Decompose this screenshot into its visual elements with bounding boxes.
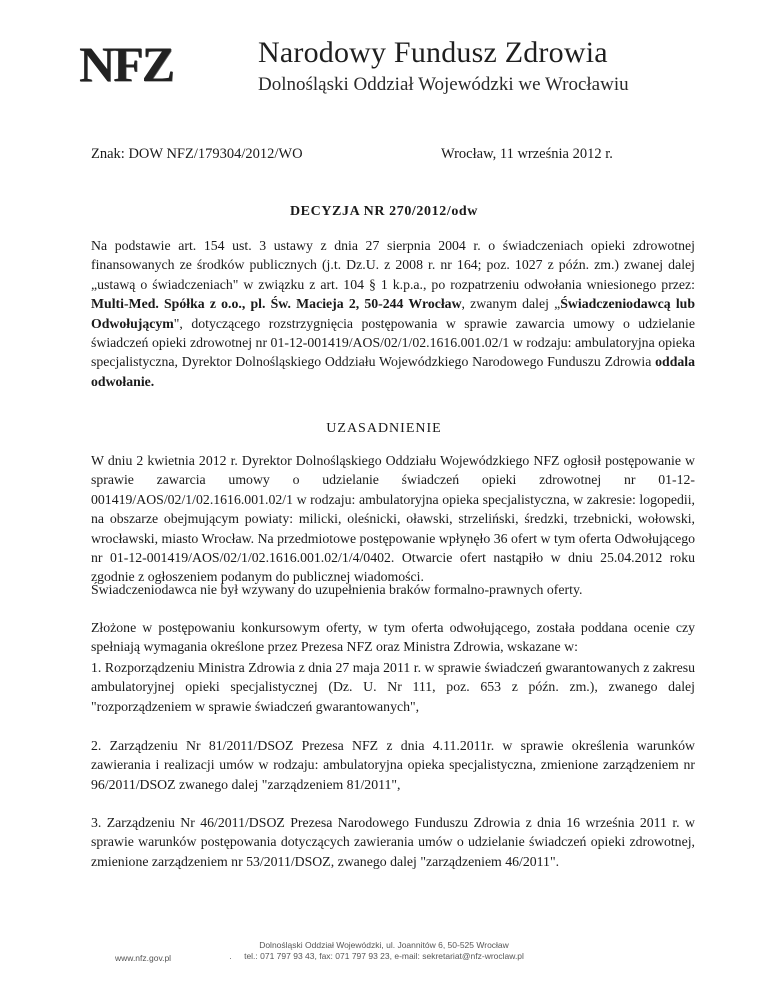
justification-paragraph-3: Złożone w postępowaniu konkursowym oferty, w tym oferta odwołującego, została poddana ocenie czy spełniają wymagania określone przez Prezesa NFZ oraz Ministra Zdrowia, wskazane w: [91, 620, 695, 655]
justification-paragraph-1: W dniu 2 kwietnia 2012 r. Dyrektor Dolnośląskiego Oddziału Wojewódzkiego NFZ ogłosił postępowanie w sprawie zawarcia umowy o udzielanie świadczeń opieki zdrowotnej nr 01-12-001419/AOS/02/1/02.1616.001.02/1 w rodzaju: ambulatoryjna opieka specjalistyczna, w zakresie: logopedii, na obszarze obejmującym powiaty: milicki, oleśnicki, oławski, strzeliński, średzki, trzebnicki, wołowski, wrocławski, miasto Wrocław. Na przedmiotowe postępowanie wpłynęło 36 ofert w tym oferta Odwołującego nr 01-12-001419/AOS/02/1/02.1616.001.02/1/4/0402. Otwarcie ofert nastąpiło w dniu 25.04.2012 roku zgodnie z ogłoszeniem podanym do publicznej wiadomości. [91, 453, 695, 585]
place-date: Wrocław, 11 września 2012 r. [441, 146, 613, 162]
justification-heading: UZASADNIENIE [326, 421, 442, 436]
footer-address-line-1: Dolnośląski Oddział Wojewódzki, ul. Joannitów 6, 50-525 Wrocław [259, 940, 509, 950]
appellant-name: Multi-Med. Spółka z o.o., pl. Św. Macieja 2, 50-244 Wrocław [91, 296, 462, 312]
decision-body [91, 236, 695, 391]
decision-intro-3: ", dotyczącego rozstrzygnięcia postępowania w sprawie zawarcia umowy o udzielanie świadczeń opieki zdrowotnej nr 01-12-001419/AOS/02/1/02.1616.001.02/1 w rodzaju: ambulatoryjna opieka specjalistyczna, Dyrektor Dolnośląskiego Oddziału Wojewódzkiego Narodowego Funduszu Zdrowia [91, 315, 695, 370]
regulation-item-2: 2. Zarządzeniu Nr 81/2011/DSOZ Prezesa NFZ z dnia 4.11.2011r. w sprawie określenia warunków zawierania i realizacji umów w rodzaju: ambulatoryjna opieka specjalistyczna, zmienione zarządzeniem nr 96/2011/DSOZ zwanego dalej "zarządzeniem 81/2011", [91, 738, 695, 792]
appellant-alias: Świadczeniodawcą lub Odwołującym [91, 296, 695, 331]
footer-separator: · [229, 953, 232, 963]
footer-address-line-2: tel.: 071 797 93 43, fax: 071 797 93 23, e-mail: sekretariat@nfz-wroclaw.pl [244, 951, 524, 961]
organization-branch: Dolnośląski Oddział Wojewódzki we Wrocławiu [258, 74, 629, 95]
decision-intro-1: Na podstawie art. 154 ust. 3 ustawy z dnia 27 sierpnia 2004 r. o świadczeniach opieki zdrowotnej finansowanych ze środków publicznych (j.t. Dz.U. z 2008 r. nr 164; poz. 1027 z późn. zm.) zwanej dalej „ustawą o świadczeniach" w związku z art. 104 § 1 k.p.a., po rozpatrzeniu odwołania wniesionego przez: [91, 238, 695, 292]
regulation-item-3: 3. Zarządzeniu Nr 46/2011/DSOZ Prezesa Narodowego Funduszu Zdrowia z dnia 16 września 2011 r. w sprawie warunków postępowania dotyczących zawierania umów o udzielanie świadczeń opieki zdrowotnej, zmienione zarządzeniem nr 53/2011/DSOZ, zwanego dalej "zarządzeniem 46/2011". [91, 815, 695, 869]
footer-website: www.nfz.gov.pl [115, 953, 172, 963]
decision-verdict: oddala odwołanie. [91, 354, 695, 389]
justification-paragraph-2: Świadczeniodawca nie był wzywany do uzupełnienia braków formalno-prawnych oferty. [91, 582, 583, 597]
decision-title: DECYZJA NR 270/2012/odw [289, 204, 479, 219]
reference-number: Znak: DOW NFZ/179304/2012/WO [91, 146, 303, 162]
organization-name: Narodowy Fundusz Zdrowia [258, 36, 608, 69]
decision-intro-2: , zwanym dalej „ [461, 296, 561, 312]
nfz-logo: NFZ [79, 36, 173, 92]
regulation-item-1: 1. Rozporządzeniu Ministra Zdrowia z dnia 27 maja 2011 r. w sprawie świadczeń gwarantowanych z zakresu ambulatoryjnej opieki specjalistycznej (Dz. U. Nr 111, poz. 653 z późn. zm.), zwanego dalej "rozporządzeniem w sprawie świadczeń gwarantowanych", [91, 660, 695, 714]
